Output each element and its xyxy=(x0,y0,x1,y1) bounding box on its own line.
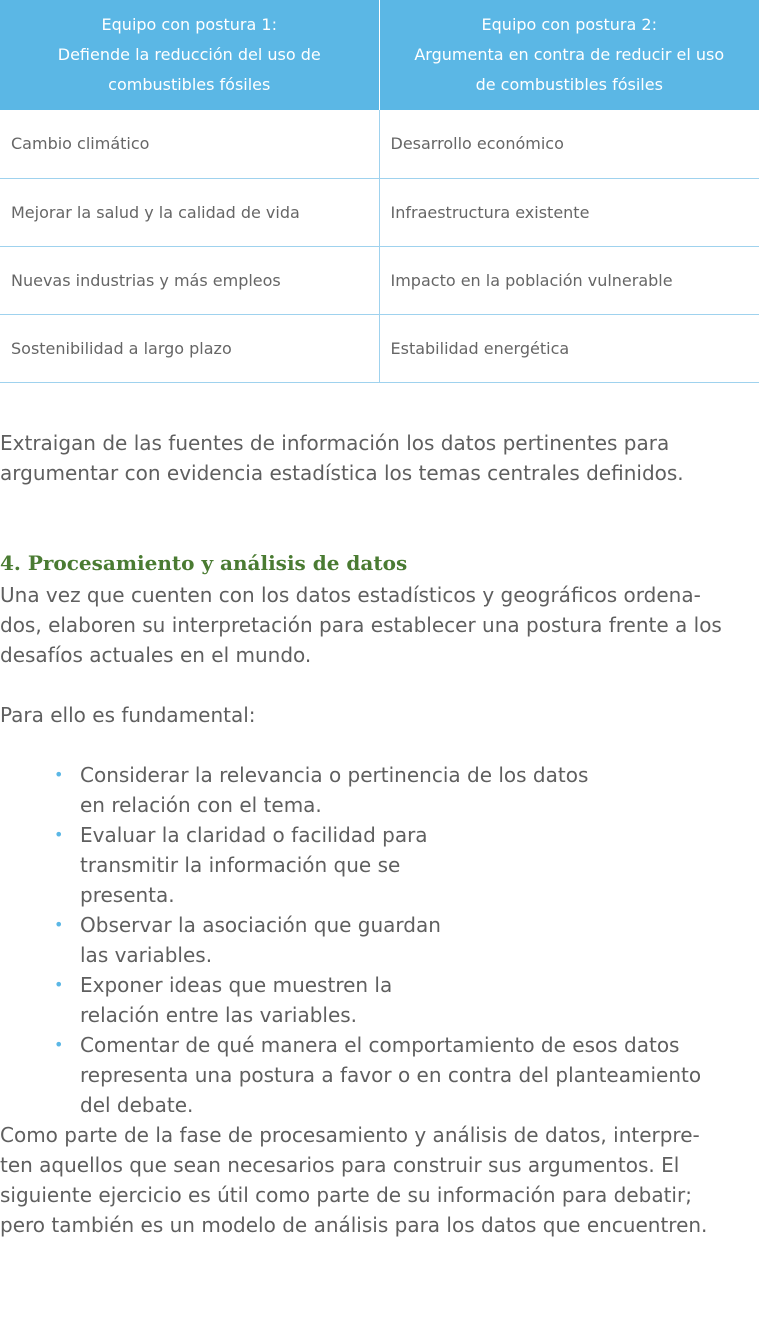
header-team-2-line: Equipo con postura 2: xyxy=(481,15,657,34)
bullet-icon: • xyxy=(54,825,64,844)
text-line: Extraigan de las fuentes de información los datos pertinentes para xyxy=(0,431,670,455)
text-line: dos, elaboren su interpretación para establecer una postura frente a los xyxy=(0,613,722,637)
section-heading: 4. Procesamiento y análisis de datos xyxy=(0,551,408,575)
header-team-1-line: Equipo con postura 1: xyxy=(101,15,277,34)
header-team-2-line: de combustibles fósiles xyxy=(475,75,663,94)
header-team-1-line: Defiende la reducción del uso de xyxy=(57,45,321,64)
table-cell: Mejorar la salud y la calidad de vida xyxy=(0,178,379,246)
debate-table xyxy=(0,0,759,383)
table-cell: Impacto en la población vulnerable xyxy=(379,246,759,314)
table-cell: Estabilidad energética xyxy=(379,314,759,382)
bullet-icon: • xyxy=(54,915,64,934)
header-team-1 xyxy=(0,0,379,110)
list-item xyxy=(0,1030,752,1120)
text-line: del debate. xyxy=(80,1093,194,1117)
section-paragraph-3 xyxy=(0,1120,752,1240)
text-line: desafíos actuales en el mundo. xyxy=(0,643,312,667)
text-line: Considerar la relevancia o pertinencia de los datos xyxy=(80,763,589,787)
text-line: Evaluar la claridad o facilidad para xyxy=(80,823,428,847)
section-paragraph-1 xyxy=(0,580,752,670)
intro-paragraph xyxy=(0,428,752,488)
section-paragraph-2: Para ello es fundamental: xyxy=(0,703,256,727)
text-line: Observar la asociación que guardan xyxy=(80,913,441,937)
text-line: Exponer ideas que muestren la xyxy=(80,973,393,997)
text-line: presenta. xyxy=(80,883,175,907)
table-cell: Desarrollo económico xyxy=(379,110,759,178)
table-cell: Nuevas industrias y más empleos xyxy=(0,246,379,314)
text-line: representa una postura a favor o en contra del planteamiento xyxy=(80,1063,702,1087)
text-line: transmitir la información que se xyxy=(80,853,401,877)
text-line: ten aquellos que sean necesarios para construir sus argumentos. El xyxy=(0,1153,680,1177)
table-row xyxy=(0,314,759,382)
text-line: Comentar de qué manera el comportamiento de esos datos xyxy=(80,1033,680,1057)
table-row xyxy=(0,246,759,314)
bullet-icon: • xyxy=(54,975,64,994)
table-row xyxy=(0,110,759,178)
table-row xyxy=(0,178,759,246)
table-header-row xyxy=(0,0,759,110)
text-line: pero también es un modelo de análisis para los datos que encuentren. xyxy=(0,1213,708,1237)
table-cell: Sostenibilidad a largo plazo xyxy=(0,314,379,382)
text-line: en relación con el tema. xyxy=(80,793,322,817)
text-line: siguiente ejercicio es útil como parte de su información para debatir; xyxy=(0,1183,692,1207)
text-line: argumentar con evidencia estadística los temas centrales definidos. xyxy=(0,461,684,485)
text-line: las variables. xyxy=(80,943,213,967)
list-item xyxy=(0,760,752,820)
text-line: relación entre las variables. xyxy=(80,1003,358,1027)
bullet-list xyxy=(0,760,752,1120)
header-team-2 xyxy=(379,0,759,110)
text-line: Una vez que cuenten con los datos estadísticos y geográficos ordena- xyxy=(0,583,701,607)
list-item xyxy=(0,820,752,910)
header-team-2-line: Argumenta en contra de reducir el uso xyxy=(414,45,725,64)
table-cell: Cambio climático xyxy=(0,110,379,178)
header-team-1-line: combustibles fósiles xyxy=(108,75,271,94)
bullet-icon: • xyxy=(54,765,64,784)
table-cell: Infraestructura existente xyxy=(379,178,759,246)
list-item xyxy=(0,910,752,970)
bullet-icon: • xyxy=(54,1035,64,1054)
text-line: Como parte de la fase de procesamiento y análisis de datos, interpre- xyxy=(0,1123,700,1147)
list-item xyxy=(0,970,752,1030)
